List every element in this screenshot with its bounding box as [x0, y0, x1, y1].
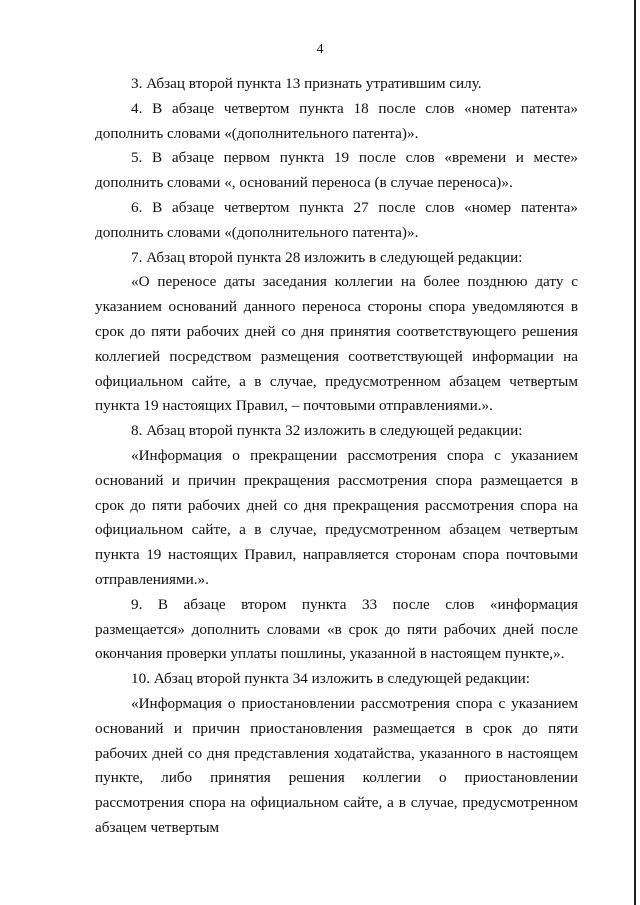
scan-edge-line — [634, 0, 636, 905]
quoted-text-item-8: «Информация о прекращении рассмотрения спора с указанием оснований и причин прекращения рассмотрения спора размещается в срок до пяти рабочих дней со дня прекращения рассмотрения спора на официальном сайте, а в случае, предусмотренном абзацем четвертым пункта 19 настоящих Правил, направляется сторонам спора почтовыми отправлениями.». — [95, 446, 578, 588]
document-body — [95, 72, 578, 841]
paragraph-item-7: 7. Абзац второй пункта 28 изложить в следующей редакции: — [131, 248, 523, 266]
quoted-text-item-10: «Информация о приостановлении рассмотрения спора с указанием оснований и причин приостановления размещается в срок до пяти рабочих дней со дня представления ходатайства, указанного в настоящем пункте, либо принятия решения коллегии о приостановлении рассмотрения спора на официальном сайте, а в случае, предусмотренном абзацем четвертым — [95, 694, 578, 836]
paragraph-item-8: 8. Абзац второй пункта 32 изложить в следующей редакции: — [131, 422, 523, 440]
page-number: 4 — [316, 42, 324, 57]
paragraph-item-10: 10. Абзац второй пункта 34 изложить в следующей редакции: — [131, 670, 531, 688]
paragraph-item-3: 3. Абзац второй пункта 13 признать утратившим силу. — [131, 75, 482, 92]
quoted-text-item-7: «О переносе даты заседания коллегии на более позднюю дату с указанием оснований данного переноса стороны спора уведомляются в срок до пяти рабочих дней со дня принятия соответствующего решения коллегией посредством размещения соответствующей информации на официальном сайте, а в случае, предусмотренном абзацем четвертым пункта 19 настоящих Правил, – почтовыми отправлениями.». — [95, 273, 578, 415]
paragraph-item-5: 5. В абзаце первом пункта 19 после слов «времени и месте» дополнить словами «, оснований переноса (в случае переноса)». — [95, 149, 578, 192]
paragraph-item-4: 4. В абзаце четвертом пункта 18 после слов «номер патента» дополнить словами «(дополнительного патента)». — [95, 99, 578, 142]
paragraph-item-9: 9. В абзаце втором пункта 33 после слов «информация размещается» дополнить словами «в срок до пяти рабочих дней после окончания проверки уплаты пошлины, указанной в настоящем пункте,». — [95, 595, 578, 663]
paragraph-item-6: 6. В абзаце четвертом пункта 27 после слов «номер патента» дополнить словами «(дополнительного патента)». — [95, 198, 578, 241]
